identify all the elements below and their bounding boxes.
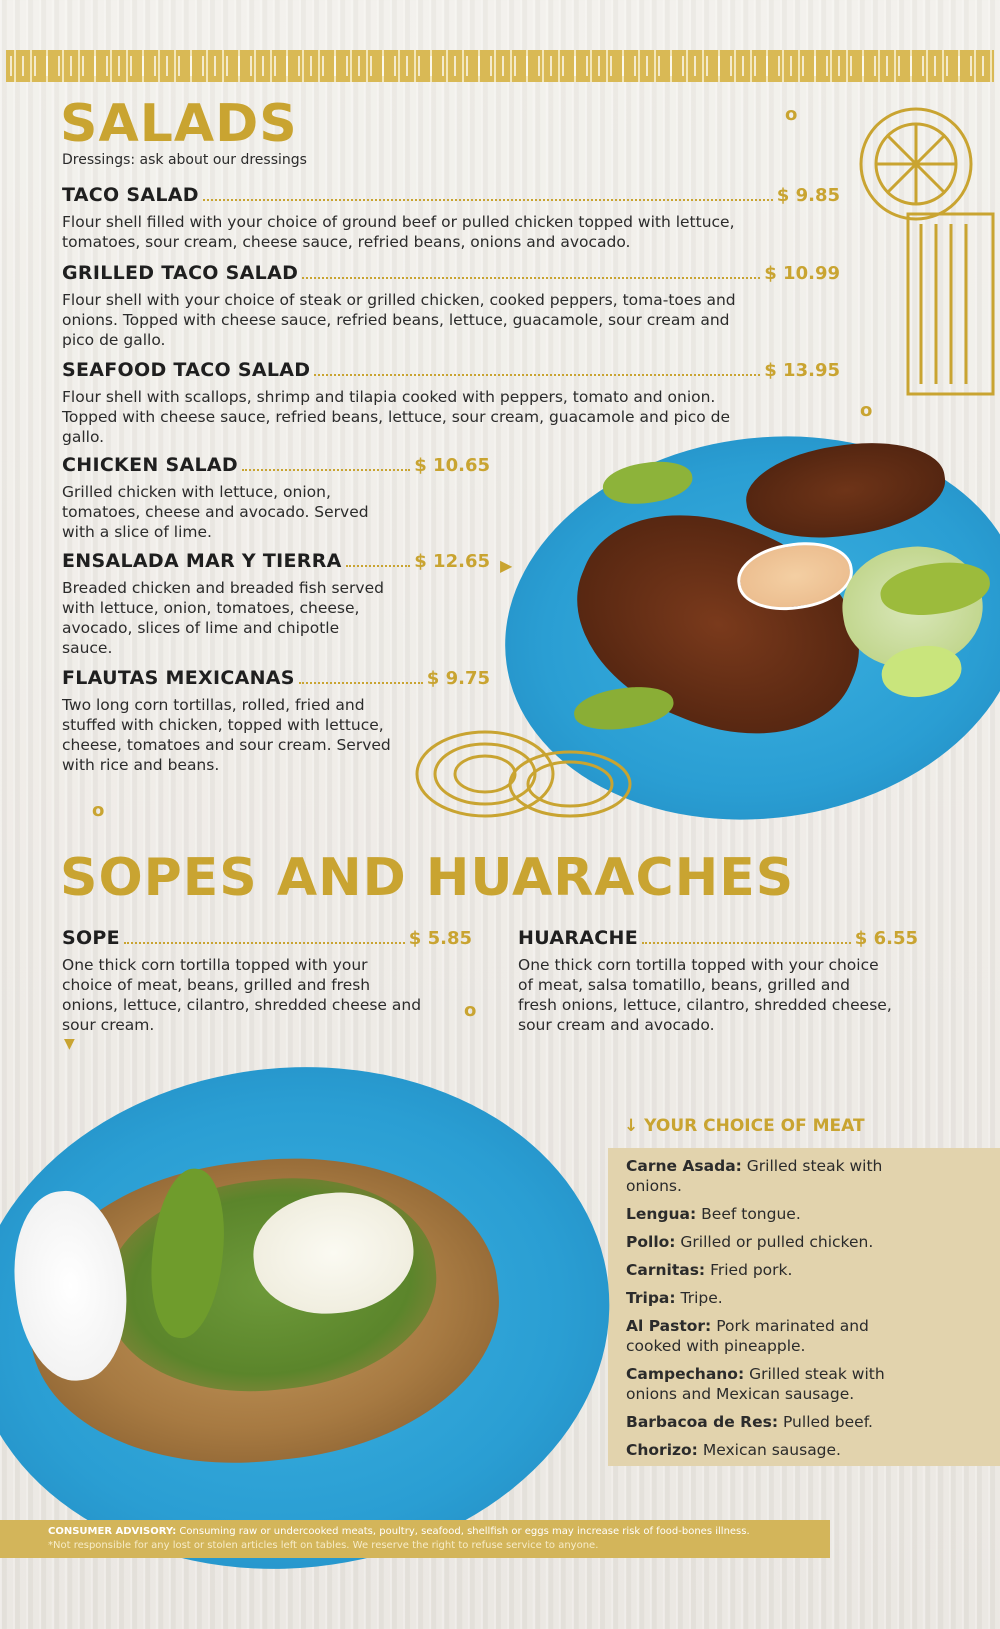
menu-item-taco-salad [62,182,840,252]
decor-dot-icon: o [92,800,105,821]
meat-desc: Grilled steak with onions and Mexican sausage. [626,1365,885,1403]
menu-item-chicken-salad [62,452,490,542]
item-name: SEAFOOD TACO SALAD [62,359,311,381]
item-price: $ 9.75 [426,668,490,689]
dot-leader [642,942,851,944]
decor-dot-icon: o [464,1000,477,1021]
menu-item-seafood-taco-salad [62,357,840,447]
meat-list [626,1156,926,1468]
item-description: Breaded chicken and breaded fish served with lettuce, onion, tomatoes, cheese, avocado, slices of lime and chipotle sauce. [62,579,384,657]
menu-item-sope [62,925,472,1035]
meat-desc: Pork marinated and cooked with pineapple. [626,1317,869,1355]
meat-name: Chorizo: [626,1441,698,1459]
drink-sketch-icon [846,104,996,404]
meat-name: Carnitas: [626,1261,706,1279]
item-price: $ 10.99 [764,263,840,284]
meat-heading-text: YOUR CHOICE OF MEAT [644,1116,865,1136]
meat-item [626,1260,926,1280]
sopes-title: SOPES AND HUARACHES [60,848,795,908]
dot-leader [299,682,423,684]
meat-item [626,1316,926,1356]
meat-desc: Beef tongue. [701,1205,801,1223]
meat-item [626,1232,926,1252]
dot-leader [242,469,410,471]
item-description: Two long corn tortillas, rolled, fried and stuffed with chicken, topped with lettuce, cheese, tomatoes and sour cream. Served with rice and beans. [62,696,391,774]
item-price: $ 9.85 [776,185,840,206]
triangle-down-icon: ▼ [64,1036,75,1052]
meat-item [626,1204,926,1224]
item-name: SOPE [62,927,120,949]
item-description: Grilled chicken with lettuce, onion, tomatoes, cheese and avocado. Served with a slice of lime. [62,483,369,541]
meat-item [626,1412,926,1432]
advisory-label: CONSUMER ADVISORY: [48,1526,177,1537]
breaded-fish [740,432,951,549]
item-name: CHICKEN SALAD [62,454,238,476]
item-price: $ 5.85 [408,928,472,949]
item-name: TACO SALAD [62,184,199,206]
menu-item-grilled-taco-salad [62,260,840,350]
item-description: One thick corn tortilla topped with your choice of meat, salsa tomatillo, beans, grilled and fresh onions, lettuce, cilantro, shredded cheese, sour cream and avocado. [518,956,892,1034]
meat-item [626,1440,926,1460]
item-price: $ 6.55 [854,928,918,949]
meat-desc: Fried pork. [710,1261,793,1279]
advisory-text: Consuming raw or undercooked meats, poultry, seafood, shellfish or eggs may increase risk of food-bones illness. [179,1526,750,1537]
item-name: GRILLED TACO SALAD [62,262,299,284]
triangle-marker-icon: ▶ [500,556,513,575]
arrow-down-icon: ↓ [624,1116,639,1136]
meat-item [626,1364,926,1404]
meat-desc: Grilled steak with onions. [626,1157,883,1195]
item-price: $ 13.95 [764,360,840,381]
advisory-note: *Not responsible for any lost or stolen articles left on tables. We reserve the right to refuse service to anyone. [48,1540,599,1551]
meat-desc: Tripe. [680,1289,723,1307]
decor-dot-icon: o [860,400,873,421]
avocado-slice [600,457,695,509]
item-name: ENSALADA MAR Y TIERRA [62,550,342,572]
meat-desc: Pulled beef. [782,1413,873,1431]
meat-item [626,1156,926,1196]
menu-item-huarache [518,925,918,1035]
meat-name: Pollo: [626,1233,676,1251]
dot-leader [124,942,405,944]
item-description: Flour shell filled with your choice of ground beef or pulled chicken topped with lettuce, tomatoes, sour cream, cheese sauce, refried beans, onions and avocado. [62,213,735,251]
menu-item-ensalada-mar-y-tierra [62,548,490,658]
meat-name: Al Pastor: [626,1317,712,1335]
meat-name: Barbacoa de Res: [626,1413,779,1431]
item-description: One thick corn tortilla topped with your choice of meat, beans, grilled and fresh onions, lettuce, cilantro, shredded cheese and sour cream. [62,956,422,1034]
item-price: $ 10.65 [414,455,490,476]
item-description: Flour shell with scallops, shrimp and tilapia cooked with peppers, tomato and onion. Topped with cheese sauce, refried beans, lettuce, sour cream, guacamole and pico de gallo. [62,388,731,446]
meat-item [626,1288,926,1308]
meat-name: Carne Asada: [626,1157,742,1175]
meat-desc: Mexican sausage. [702,1441,841,1459]
decor-dot-icon: o [785,104,798,125]
item-price: $ 12.65 [414,551,490,572]
dot-leader [203,199,773,201]
meat-name: Lengua: [626,1205,697,1223]
dot-leader [302,277,760,279]
decorative-border [6,50,994,82]
onion-slices-sketch-icon [410,722,640,822]
item-description: Flour shell with your choice of steak or grilled chicken, cooked peppers, toma-toes and onions. Topped with cheese sauce, refried beans, lettuce, guacamole, sour cream and pico de gallo. [62,291,736,349]
item-name: HUARACHE [518,927,639,949]
consumer-advisory [0,1520,830,1558]
meat-heading [624,1116,865,1136]
dot-leader [346,565,411,567]
sope-plate-photo [0,1036,634,1600]
salads-title: SALADS [60,94,298,154]
dressing-note: Dressings: ask about our dressings [62,152,307,168]
item-name: FLAUTAS MEXICANAS [62,667,295,689]
meat-name: Campechano: [626,1365,745,1383]
dot-leader [314,374,760,376]
meat-name: Tripa: [626,1289,676,1307]
meat-desc: Grilled or pulled chicken. [680,1233,874,1251]
